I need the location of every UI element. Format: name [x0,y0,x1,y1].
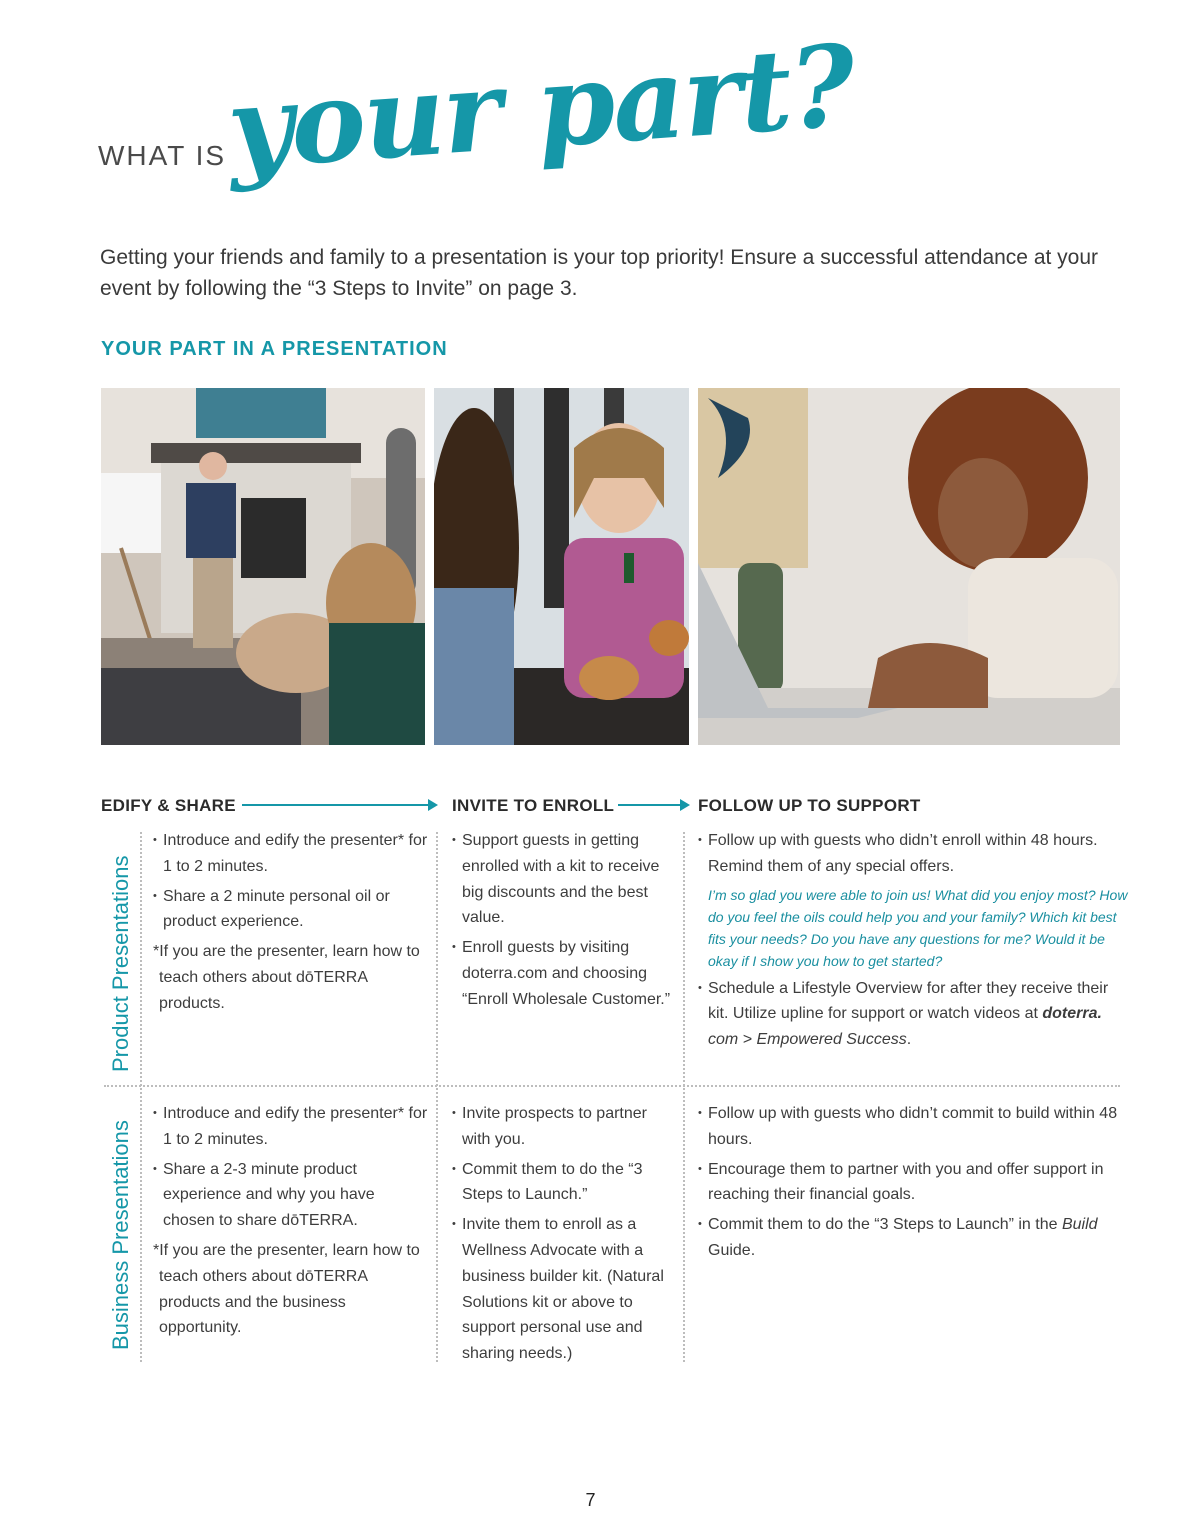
woman-laptop-photo [698,388,1120,745]
list-item: • Share a 2 minute personal oil or product experience. [153,884,428,936]
title-prefix: WHAT IS [98,140,227,171]
arrow-right-icon [242,797,440,813]
list-item: • Commit them to do the “3 Steps to Launch.” [452,1157,672,1209]
column-divider [140,832,142,1362]
product-edify-column [153,828,428,1017]
list-item: • Encourage them to partner with you and offer support in reaching their financial goals. [698,1157,1130,1209]
list-item: • Follow up with guests who didn’t commit to build within 48 hours. [698,1101,1130,1153]
row-label-business: Business Presentations [108,1120,133,1350]
follow-up-script: I’m so glad you were able to join us! What did you enjoy most? How do you feel the oils could help you and your family? Which kit best fits your needs? Do you have any questions for me? Would it be okay if I show you how to get started? [708,886,1128,969]
stage-edify-share: EDIFY & SHARE [101,796,236,815]
stage-invite-enroll: INVITE TO ENROLL [452,796,615,815]
column-divider [683,832,685,1362]
friends-sharing-oils-photo [434,388,689,745]
stage-follow-up: FOLLOW UP TO SUPPORT [698,796,921,815]
doterra-link[interactable]: doterra. [1042,1005,1102,1023]
title-script: your part? [223,20,858,195]
column-divider [436,832,438,1362]
list-item: • Invite prospects to partner with you. [452,1101,672,1153]
product-enroll-column [452,828,672,1017]
presenter-living-room-photo [101,388,425,745]
list-item: • Schedule a Lifestyle Overview for after they receive their kit. Utilize upline for support or watch videos at doterra. com > Empowered Success. [698,976,1130,1053]
list-item: • Enroll guests by visiting doterra.com and choosing “Enroll Wholesale Customer.” [452,935,672,1012]
intro-paragraph: Getting your friends and family to a presentation is your top priority! Ensure a successful attendance at your event by following the “3 Steps to Invite” on page 3. [100,246,1099,300]
list-item: • Support guests in getting enrolled with a kit to receive big discounts and the best value. [452,828,672,931]
list-item: • Invite them to enroll as a Wellness Advocate with a business builder kit. (Natural Solutions kit or above to support personal use and sharing needs.) [452,1212,672,1367]
empowered-success-path: com > Empowered Success [708,1031,907,1049]
arrow-right-icon [618,797,692,813]
row-divider [104,1085,1120,1087]
section-heading: YOUR PART IN A PRESENTATION [101,338,448,360]
list-item: • Introduce and edify the presenter* for 1 to 2 minutes. [153,828,428,880]
product-followup-column [698,828,1130,1057]
list-item: • Commit them to do the “3 Steps to Launch” in the Build Guide. [698,1212,1130,1264]
row-label-product: Product Presentations [108,855,133,1072]
list-item: • Follow up with guests who didn’t enroll within 48 hours. Remind them of any special offers. [698,828,1130,880]
list-item: • Share a 2-3 minute product experience and why you have chosen to share dōTERRA. [153,1157,428,1234]
page-number: 7 [585,1490,596,1510]
presenter-note: *If you are the presenter, learn how to teach others about dōTERRA products and the business opportunity. [153,1241,420,1337]
business-edify-column [153,1101,428,1341]
presenter-note: *If you are the presenter, learn how to teach others about dōTERRA products. [153,943,420,1012]
list-item: • Introduce and edify the presenter* for 1 to 2 minutes. [153,1101,428,1153]
business-followup-column [698,1101,1130,1268]
business-enroll-column [452,1101,672,1371]
